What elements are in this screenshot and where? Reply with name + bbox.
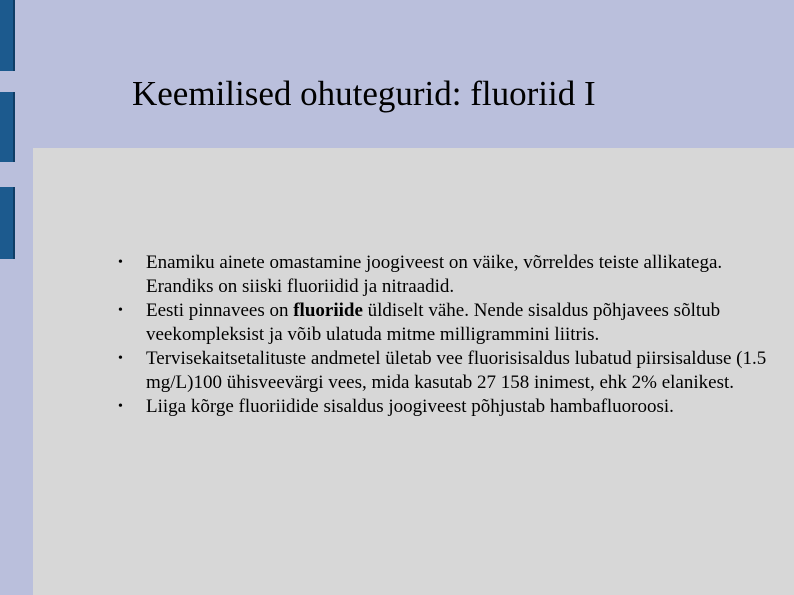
bullet-text: Tervisekaitsetalituste andmetel ületab vee fluorisisaldus lubatud piirsisalduse (1.5 mg/L)100 ühisveevärgi vees, mida kasutab 27 158 inimest, ehk 2% elanikest. [146,348,767,393]
bullet-marker: • [118,255,123,270]
decorative-accent-bar-middle [0,92,15,162]
bullet-item-1 [113,251,773,299]
bullet-item-4 [113,395,773,419]
bullet-text: Enamiku ainete omastamine joogiveest on väike, võrreldes teiste allikatega. Erandiks on siiski fluoriidid ja nitraadid. [146,252,723,297]
decorative-accent-bar-top [0,0,15,71]
bullet-marker: • [118,303,123,318]
bullet-text-bold: fluoriide [293,300,363,321]
bullet-marker: • [118,399,123,414]
bullet-text-after: üldiselt vähe. Nende sisaldus põhjavees sõltub veekompleksist ja võib ulatuda mitme milligrammini liitris. [146,300,721,345]
bullet-list [113,251,773,419]
bullet-text: Liiga kõrge fluoriidide sisaldus joogiveest põhjustab hambafluoroosi. [146,396,674,417]
bullet-text-before: Eesti pinnavees on [146,300,294,321]
decorative-accent-bar-bottom [0,187,15,259]
bullet-marker: • [118,351,123,366]
bullet-item-3 [113,347,773,395]
bullet-item-2 [113,299,773,347]
slide-title: Keemilised ohutegurid: fluoriid I [132,74,596,113]
